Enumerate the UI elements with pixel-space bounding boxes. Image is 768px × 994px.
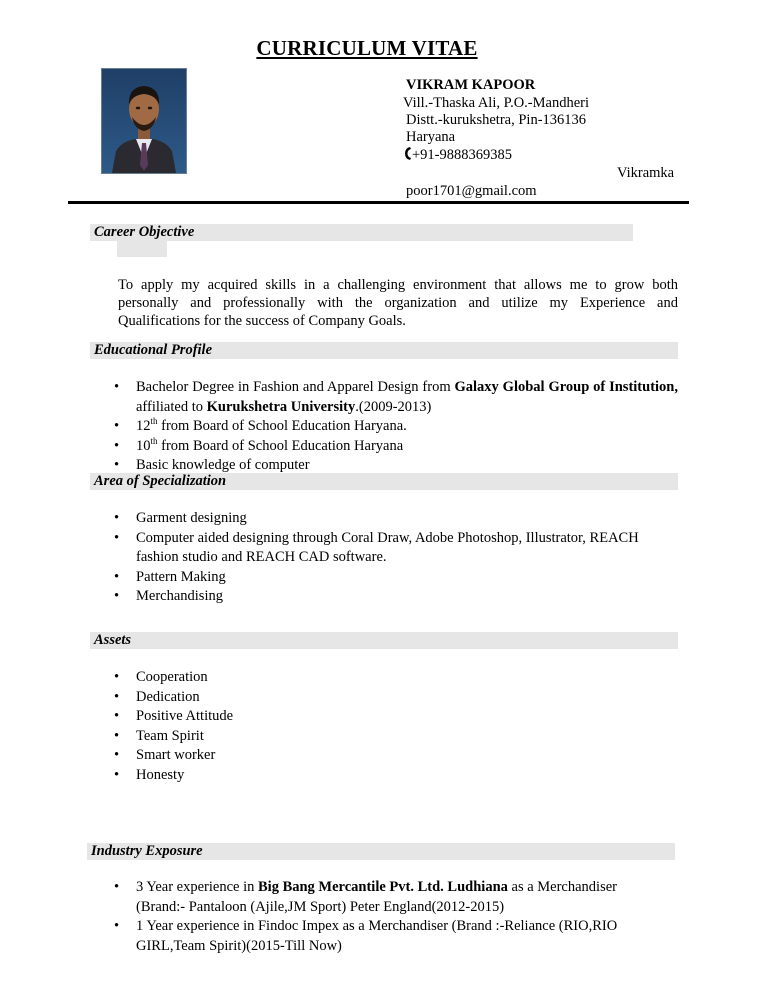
industry-exposure-heading: Industry Exposure xyxy=(87,843,675,860)
bullet: • xyxy=(114,568,120,585)
email-line-2: poor1701@gmail.com xyxy=(406,183,537,199)
educational-profile-heading: Educational Profile xyxy=(90,342,678,359)
phone-icon xyxy=(404,146,412,161)
bullet: • xyxy=(114,588,120,604)
career-objective-heading: Career Objective xyxy=(90,224,633,241)
page-title: CURRICULUM VITAE xyxy=(256,36,478,60)
bullet: • xyxy=(114,457,120,473)
list-item: • Smart worker xyxy=(136,746,436,766)
bullet: • xyxy=(114,437,120,454)
bullet: • xyxy=(114,918,120,934)
bullet: • xyxy=(114,727,120,744)
address-line-1: Vill.-Thaska Ali, P.O.-Mandheri xyxy=(403,95,589,111)
list-item: • Team Spirit xyxy=(136,727,436,747)
list-item: • Positive Attitude xyxy=(136,707,436,727)
assets-list xyxy=(114,668,436,785)
list-item: • Pattern Making xyxy=(136,568,676,588)
assets-heading: Assets xyxy=(90,632,678,649)
list-item: • Garment designing xyxy=(136,509,676,529)
profile-photo-image xyxy=(102,69,186,173)
bullet: • xyxy=(114,529,120,546)
industry-list xyxy=(114,878,666,956)
list-item: • Bachelor Degree in Fashion and Apparel Design from Galaxy Global Group of Institution, affiliated to Kurukshetra University.(2009-2013) xyxy=(114,379,678,415)
heading-shade xyxy=(117,241,167,257)
education-list xyxy=(114,378,678,476)
candidate-name: VIKRAM KAPOOR xyxy=(406,77,536,93)
list-item: • Honesty xyxy=(136,766,436,786)
address-line-2: Distt.-kurukshetra, Pin-136136 xyxy=(406,112,587,128)
bullet: • xyxy=(114,669,120,685)
phone-number: +91-9888369385 xyxy=(412,147,513,163)
list-item: • Computer aided designing through Coral Draw, Adobe Photoshop, Illustrator, REACH fashion studio and REACH CAD software. xyxy=(114,529,639,565)
bullet: • xyxy=(114,418,120,434)
profile-photo xyxy=(101,68,187,174)
list-item: • 12th from Board of School Education Haryana. xyxy=(136,417,678,437)
bullet: • xyxy=(114,510,120,526)
email-line-1: Vikramka xyxy=(617,165,675,181)
bullet: • xyxy=(114,379,120,395)
list-item: • 10th from Board of School Education Haryana xyxy=(136,437,678,457)
phone-number-line xyxy=(404,146,512,164)
address-line-3: Haryana xyxy=(406,129,456,145)
list-item: • Cooperation xyxy=(136,668,436,688)
list-item: • 1 Year experience in Findoc Impex as a Merchandiser (Brand :-Reliance (RIO,RIO GIRL,Team Spirit)(2015-Till Now) xyxy=(114,918,618,954)
career-objective-text: To apply my acquired skills in a challenging environment that allows me to grow both personally and professionally with the organization and utilize my Experience and Qualifications for the success of Company Goals. xyxy=(118,277,678,329)
bullet: • xyxy=(114,708,120,724)
list-item: • Dedication xyxy=(136,688,436,708)
list-item: • Basic knowledge of computer xyxy=(136,456,678,476)
list-item: • 3 Year experience in Big Bang Mercantile Pvt. Ltd. Ludhiana as a Merchandiser (Brand:- Pantaloon (Ajile,JM Sport) Peter England(2012-2015) xyxy=(114,879,617,915)
area-of-specialization-heading: Area of Specialization xyxy=(90,473,678,490)
specialization-list xyxy=(114,509,676,607)
bullet: • xyxy=(114,747,120,763)
bullet: • xyxy=(114,766,120,783)
list-item: • Merchandising xyxy=(136,587,676,607)
bullet: • xyxy=(114,879,120,895)
bullet: • xyxy=(114,688,120,705)
header-divider xyxy=(68,201,689,204)
